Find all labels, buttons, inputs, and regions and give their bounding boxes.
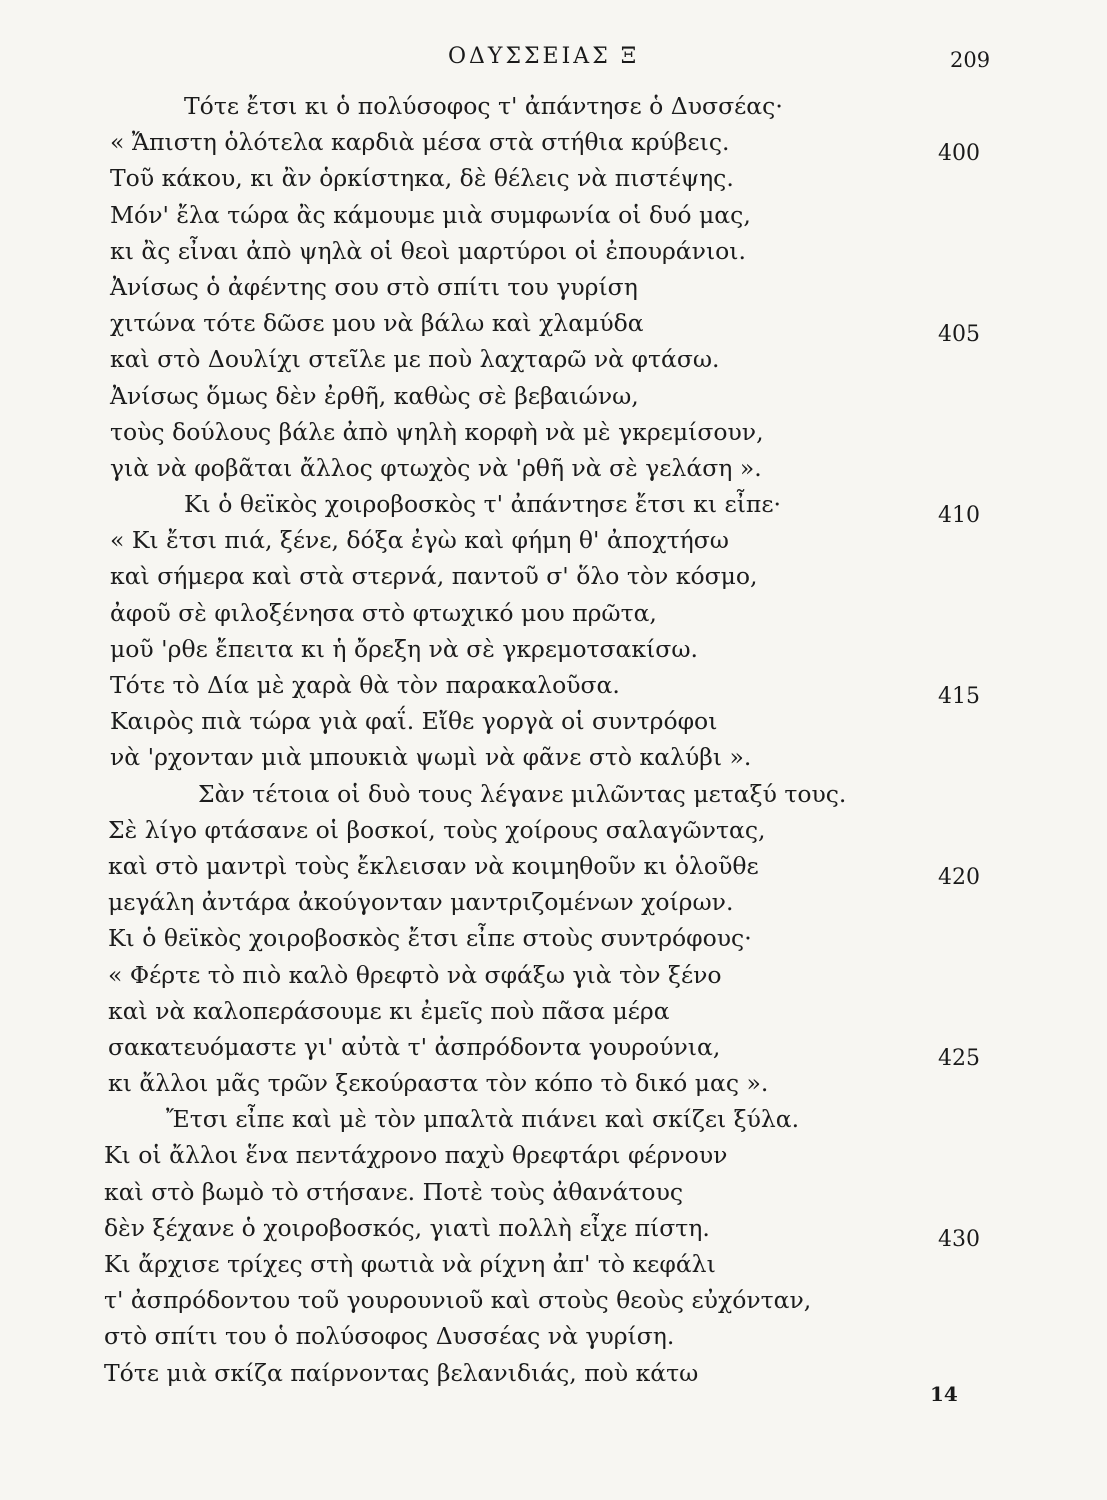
verse-line [0,269,1107,305]
running-title: ΟΔΥΣΣΕΙΑΣ Ξ [448,44,640,69]
verse-text: Σὰν τέτοια οἱ δυὸ τους λέγανε μιλῶντας μεταξύ τους. [198,779,847,808]
verse-line [0,703,1107,739]
verse-line [0,776,1107,812]
verse-text: στὸ σπίτι του ὁ πολύσοφος Δυσσέας νὰ γυρίση. [104,1322,675,1351]
verse-line [0,1210,1107,1252]
verse-text: Κι ὁ θεϊκὸς χοιροβοσκὸς τ' ἀπάντησε ἔτσι κι εἶπε· [184,490,782,519]
verse-text: Τότε τὸ Δία μὲ χαρὰ θὰ τὸν παρακαλοῦσα. [110,671,620,699]
verse-line [0,1065,1107,1101]
line-number: 420 [938,864,980,890]
verse-line [0,558,1107,594]
verse-text: Κι οἱ ἄλλοι ἕνα πεντάχρονο παχὺ θρεφτάρι φέρνουν [104,1141,728,1170]
verse-text: Ἀνίσως ὁ ἀφέντης σου στὸ σπίτι του γυρίση [110,272,638,301]
verse-line [0,197,1107,233]
verse-line [0,1101,1107,1137]
verse-line [0,1282,1107,1318]
verse-text: καὶ στὸ βωμὸ τὸ στήσανε. Ποτὲ τοὺς ἀθανάτους [104,1177,684,1206]
verse-text: « Κι ἔτσι πιά, ξένε, δόξα ἐγὼ καὶ φήμη θ' ἀποχτήσω [110,526,729,555]
verse-line [0,884,1107,920]
verse-text: τοὺς δούλους βάλε ἀπὸ ψηλὴ κορφὴ νὰ μὲ γκρεμίσουν, [110,417,764,446]
verse-line [0,739,1107,775]
verse-text: Τότε μιὰ σκίζα παίρνοντας βελανιδιάς, ποὺ κάτω [104,1358,699,1387]
line-number: 425 [938,1045,980,1071]
signature-mark: 14 [930,1382,958,1406]
verse-text: νὰ 'ρχονταν μιὰ μπουκιὰ ψωμὶ νὰ φᾶνε στὸ καλύβι ». [110,743,752,772]
verse-text: σακατευόμαστε γι' αὐτὰ τ' ἀσπρόδοντα γουρούνια, [108,1032,721,1061]
verse-text: Κι ὁ θεϊκὸς χοιροβοσκὸς ἔτσι εἶπε στοὺς συντρόφους· [108,924,752,953]
line-number: 430 [938,1226,980,1252]
verse-line [0,522,1107,558]
verse-line [0,957,1107,993]
verse-text: μοῦ 'ρθε ἔπειτα κι ἡ ὄρεξη νὰ σὲ γκρεμοτσακίσω. [110,634,698,663]
verse-line [0,124,1107,167]
verse-text: κι ἂς εἶναι ἀπὸ ψηλὰ οἱ θεοὶ μαρτύροι οἱ ἐπουράνιοι. [110,236,746,265]
verse-text: καὶ νὰ καλοπεράσουμε κι ἐμεῖς ποὺ πᾶσα μέρα [108,996,670,1025]
verse-text: Ἔτσι εἶπε καὶ μὲ τὸν μπαλτὰ πιάνει καὶ σκίζει ξύλα. [166,1105,800,1134]
running-head [0,44,1107,78]
verse-line [0,993,1107,1029]
verse-line [0,1318,1107,1354]
verse-line [0,88,1107,124]
verse-line [0,305,1107,348]
verse-text: καὶ στὸ μαντρὶ τοὺς ἔκλεισαν νὰ κοιμηθοῦν κι ὁλοῦθε [108,851,759,880]
verse-text: Τοῦ κάκου, κι ἂν ὁρκίστηκα, δὲ θέλεις νὰ πιστέψης. [110,164,734,193]
verse-text: χιτώνα τότε δῶσε μου νὰ βάλω καὶ χλαμύδα [110,309,644,338]
verse-line [0,595,1107,631]
verse-line [0,848,1107,890]
verse-text: κι ἄλλοι μᾶς τρῶν ξεκούραστα τὸν κόπο τὸ δικό μας ». [108,1069,769,1098]
verse-text: τ' ἀσπρόδοντου τοῦ γουρουνιοῦ καὶ στοὺς θεοὺς εὐχόνταν, [104,1286,812,1315]
verse-line [0,341,1107,377]
verse-line [0,812,1107,848]
verse-text: Μόν' ἔλα τώρα ἂς κάμουμε μιὰ συμφωνία οἱ δυό μας, [110,200,751,229]
verse-line [0,378,1107,414]
verse-text: « Ἄπιστη ὁλότελα καρδιὰ μέσα στὰ στήθια κρύβεις. [110,128,730,157]
verse-text: γιὰ νὰ φοβᾶται ἄλλος φτωχὸς νὰ 'ρθῆ νὰ σὲ γελάση ». [110,453,762,482]
verse-line [0,667,1107,709]
verse-text: « Φέρτε τὸ πιὸ καλὸ θρεφτὸ νὰ σφάξω γιὰ τὸν ξένο [108,960,722,989]
line-number: 400 [938,141,980,167]
verse-text: καὶ στὸ Δουλίχι στεῖλε με ποὺ λαχταρῶ νὰ φτάσω. [110,345,720,374]
poem-body [0,88,1107,1391]
verse-text: Καιρὸς πιὰ τώρα γιὰ φαΐ. Εἴθε γοργὰ οἱ συντρόφοι [110,707,718,736]
verse-text: δὲν ξέχανε ὁ χοιροβοσκός, γιατὶ πολλὴ εἶχε πίστη. [104,1213,710,1242]
verse-text: μεγάλη ἀντάρα ἀκούγονταν μαντριζομένων χοίρων. [108,888,734,917]
verse-text: Τότε ἔτσι κι ὁ πολύσοφος τ' ἀπάντησε ὁ Δυσσέας· [184,92,783,120]
verse-text: Κι ἄρχισε τρίχες στὴ φωτιὰ νὰ ρίχνη ἀπ' τὸ κεφάλι [104,1250,716,1278]
verse-line [0,160,1107,196]
verse-line [0,233,1107,269]
page-number: 209 [950,48,991,72]
verse-text: καὶ σήμερα καὶ στὰ στερνά, παντοῦ σ' ὅλο τὸν κόσμο, [110,562,758,591]
verse-line [0,1137,1107,1173]
verse-line [0,1246,1107,1282]
verse-line [0,450,1107,486]
verse-text: ἀφοῦ σὲ φιλοξένησα στὸ φτωχικό μου πρῶτα, [110,598,657,627]
verse-line [0,920,1107,956]
verse-line [0,1029,1107,1071]
verse-line [0,414,1107,450]
line-number: 405 [938,322,980,348]
verse-text: Σὲ λίγο φτάσανε οἱ βοσκοί, τοὺς χοίρους σαλαγῶντας, [108,815,766,844]
verse-line [0,486,1107,529]
verse-line [0,631,1107,667]
line-number: 410 [938,503,980,529]
verse-text: Ἀνίσως ὅμως δὲν ἐρθῆ, καθὼς σὲ βεβαιώνω, [110,381,639,410]
line-number: 415 [938,684,980,709]
verse-line [0,1174,1107,1210]
